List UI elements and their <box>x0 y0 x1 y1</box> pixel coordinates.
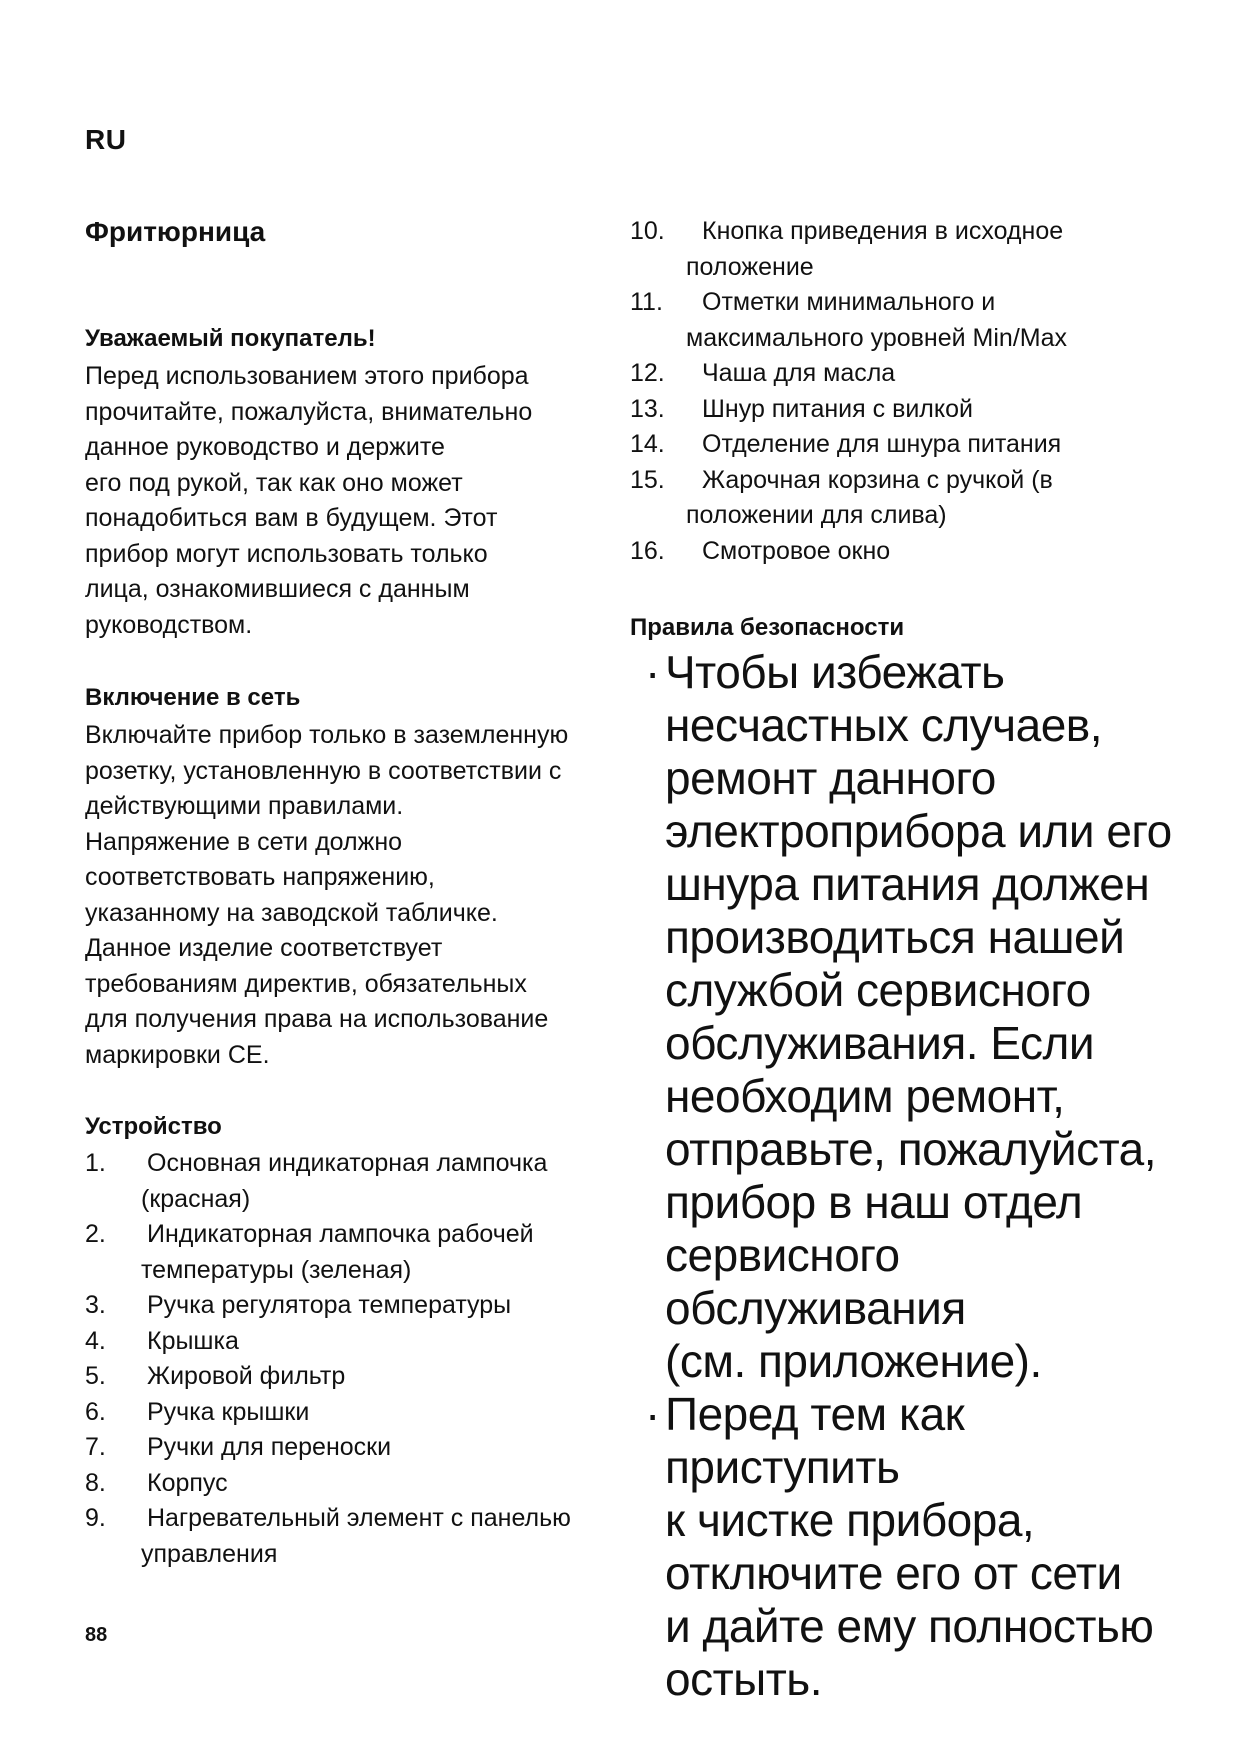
item-number: 11. <box>630 288 663 316</box>
list-item <box>630 463 1170 534</box>
list-item <box>630 356 1170 392</box>
list-item <box>85 1288 605 1324</box>
device-parts-list <box>85 1146 605 1572</box>
item-number: 14. <box>630 430 665 458</box>
list-item <box>85 1359 605 1395</box>
item-number: 12. <box>630 359 665 387</box>
safety-rule-text: Перед тем как приступить к чистке прибора, отключите его от сети и дайте ему полностью остыть. <box>665 1388 1154 1705</box>
item-text: Ручка крышки <box>147 1397 310 1426</box>
item-number: 4. <box>85 1326 106 1355</box>
item-number: 15. <box>630 465 665 494</box>
list-item <box>630 214 1170 285</box>
item-number: 1. <box>85 1149 106 1177</box>
bullet-icon: · <box>645 646 660 698</box>
safety-rule-text: Чтобы избежать несчастных случаев, ремонт данного электроприбора или его шнура питания должен производиться нашей службой сервисного обслуживания. Если необходим ремонт, отправьте, пожалуйста, прибор в наш отдел сервисного обслуживания (см. приложение). <box>665 646 1172 1387</box>
power-paragraph: Включайте прибор только в заземленную розетку, установленную в соответствии с действующими правилами. Напряжение в сети должно соответствовать напряжению, указанному на заводской табличке. Данное изделие соответствует требованиям директив, обязательных для получения права на использование маркировки CE. <box>85 721 569 1069</box>
safety-heading: Правила безопасности <box>630 614 905 641</box>
item-number: 7. <box>85 1433 106 1461</box>
list-item <box>630 534 1170 570</box>
item-text: Отделение для шнура питания <box>702 430 1062 458</box>
item-number: 5. <box>85 1362 106 1390</box>
list-item <box>85 1395 605 1431</box>
item-number: 3. <box>85 1291 106 1319</box>
item-text: Основная индикаторная лампочка (красная) <box>141 1149 548 1213</box>
device-heading: Устройство <box>85 1113 222 1140</box>
item-text: Ручка регулятора температуры <box>147 1291 512 1319</box>
greeting-heading: Уважаемый покупатель! <box>85 325 376 352</box>
item-number: 13. <box>630 394 665 423</box>
item-text: Крышка <box>147 1326 239 1355</box>
item-number: 2. <box>85 1220 106 1248</box>
item-text: Жировой фильтр <box>147 1362 346 1390</box>
item-number: 8. <box>85 1468 106 1497</box>
item-text: Нагревательный элемент с панелью управления <box>141 1504 571 1568</box>
page-number: 88 <box>85 1624 108 1646</box>
list-item <box>85 1501 605 1572</box>
list-item <box>85 1430 605 1466</box>
item-number: 10. <box>630 217 665 245</box>
list-item <box>85 1146 605 1217</box>
greeting-paragraph: Перед использованием этого прибора прочитайте, пожалуйста, внимательно данное руководство и держите его под рукой, так как оно может понадобиться вам в будущем. Этот прибор могут использовать только лица, ознакомившиеся с данным руководством. <box>85 362 533 639</box>
item-number: 9. <box>85 1504 106 1532</box>
item-text: Отметки минимального и максимального уровней Min/Max <box>686 288 1067 352</box>
bullet-icon: · <box>645 1388 660 1440</box>
item-number: 16. <box>630 536 665 565</box>
list-item <box>630 285 1170 356</box>
list-item <box>85 1324 605 1360</box>
device-parts-list-continued <box>630 214 1170 569</box>
safety-rule <box>645 646 1175 1388</box>
safety-rule <box>645 1388 1175 1706</box>
item-text: Жарочная корзина с ручкой (в положении для слива) <box>686 465 1053 529</box>
item-text: Кнопка приведения в исходное положение <box>686 217 1064 281</box>
item-text: Чаша для масла <box>702 359 896 387</box>
list-item <box>85 1217 605 1288</box>
list-item <box>630 392 1170 428</box>
item-text: Ручки для переноски <box>147 1433 392 1461</box>
language-code: RU <box>85 124 127 155</box>
page-title: Фритюрница <box>85 216 266 247</box>
item-text: Шнур питания с вилкой <box>702 394 973 423</box>
item-number: 6. <box>85 1397 106 1426</box>
item-text: Индикаторная лампочка рабочей температуры (зеленая) <box>141 1220 534 1284</box>
safety-rules-list <box>645 646 1175 1706</box>
item-text: Корпус <box>147 1468 228 1497</box>
list-item <box>85 1466 605 1502</box>
item-text: Смотровое окно <box>702 536 891 565</box>
list-item <box>630 427 1170 463</box>
power-heading: Включение в сеть <box>85 684 301 711</box>
